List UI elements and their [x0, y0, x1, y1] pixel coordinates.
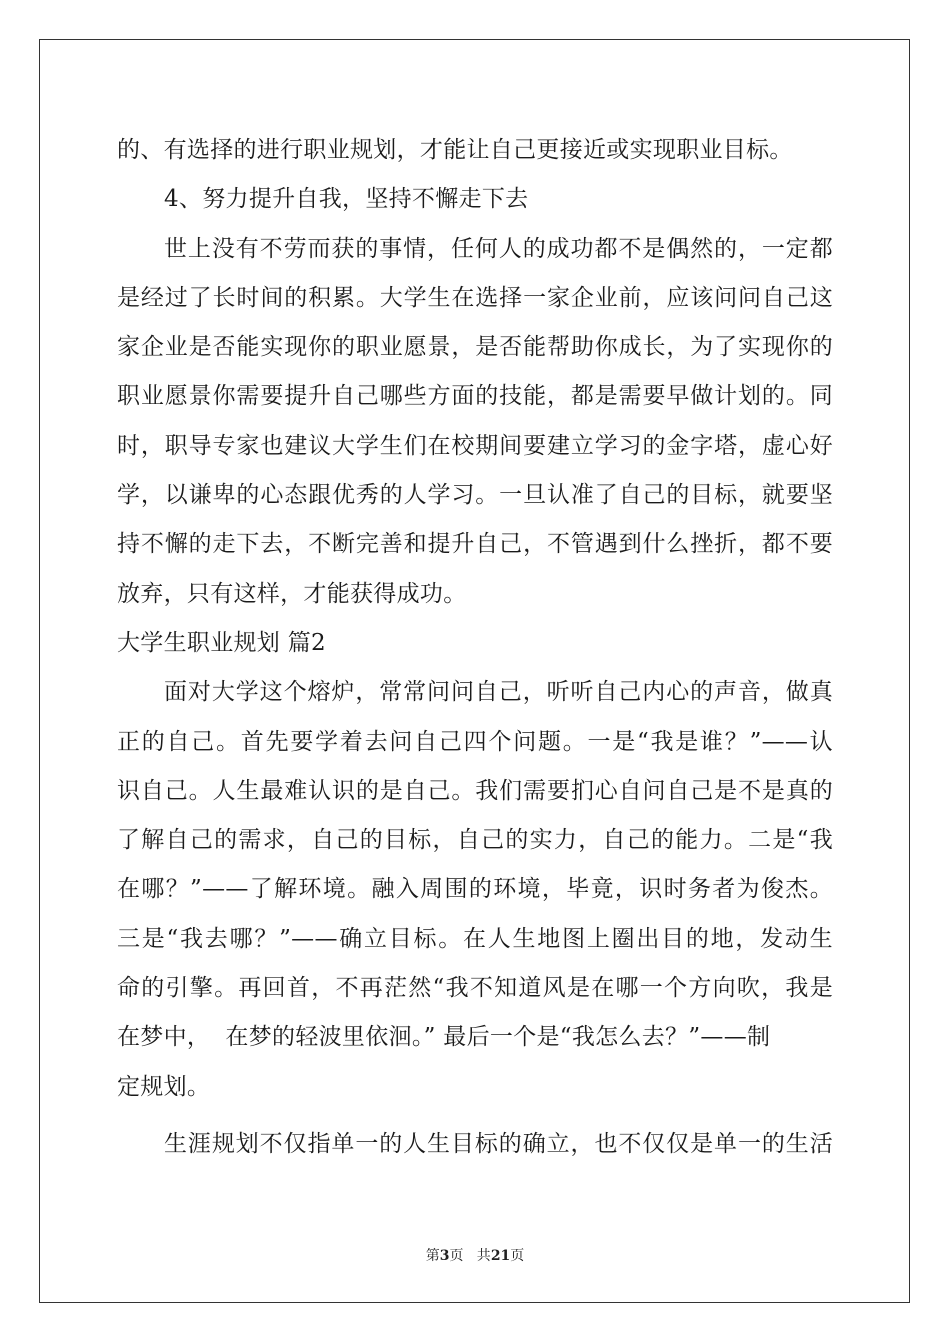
footer-prefix: 第	[425, 1248, 440, 1264]
paragraph-line: 正的自己。首先要学着去问自己四个问题。一是“我是谁？”——认	[117, 728, 833, 755]
paragraph-line: 三是“我去哪？”——确立目标。在人生地图上圈出目的地，发动生	[117, 925, 833, 952]
section-heading: 4、努力提升自我，坚持不懈走下去	[164, 186, 529, 213]
paragraph-line: 的、有选择的进行职业规划，才能让自己更接近或实现职业目标。	[117, 137, 793, 163]
paragraph-line: 学，以谦卑的心态跟优秀的人学习。一旦认准了自己的目标，就要坚	[117, 482, 833, 509]
page-footer	[0, 1245, 950, 1265]
paragraph-line: 时，职导专家也建议大学生们在校期间要建立学习的金字塔，虚心好	[117, 432, 833, 459]
paragraph-line: 家企业是否能实现你的职业愿景，是否能帮助你成长，为了实现你的	[117, 334, 833, 361]
document-body	[117, 126, 833, 1169]
paragraph-line: 生涯规划不仅指单一的人生目标的确立，也不仅仅是单一的生活	[164, 1130, 833, 1157]
article-title: 大学生职业规划 篇2	[117, 629, 326, 656]
paragraph-line: 命的引擎。再回首，不再茫然“我不知道风是在哪一个方向吹，我是	[117, 975, 833, 1002]
paragraph-line: 职业愿景你需要提升自己哪些方面的技能，都是需要早做计划的。同	[117, 383, 833, 410]
total-page-count: 21	[490, 1248, 511, 1264]
paragraph-line: 识自己。人生最难认识的是自己。我们需要扪心自问自己是不是真的	[117, 777, 833, 804]
paragraph-line: 了解自己的需求，自己的目标，自己的实力，自己的能力。二是“我	[117, 827, 833, 854]
paragraph-line: 定规划。	[117, 1073, 211, 1100]
paragraph-line: 面对大学这个熔炉，常常问问自己，听听自己内心的声音，做真	[164, 679, 833, 706]
paragraph-line: 在哪？”——了解环境。融入周围的环境，毕竟，识时务者为俊杰。	[117, 876, 833, 903]
paragraph-line: 放弃，只有这样，才能获得成功。	[117, 580, 467, 607]
footer-suffix: 页	[510, 1248, 525, 1264]
paragraph-line: 持不懈的走下去，不断完善和提升自己，不管遇到什么挫折，都不要	[117, 531, 833, 558]
footer-middle: 页 共	[449, 1248, 491, 1264]
paragraph-line: 是经过了长时间的积累。大学生在选择一家企业前，应该问问自己这	[117, 284, 833, 311]
paragraph-line: 世上没有不劳而获的事情，任何人的成功都不是偶然的，一定都	[164, 235, 833, 262]
current-page-number: 3	[439, 1248, 450, 1264]
paragraph-line: 在梦中， 在梦的轻波里依洄。” 最后一个是“我怎么去？”——制	[117, 1024, 771, 1051]
